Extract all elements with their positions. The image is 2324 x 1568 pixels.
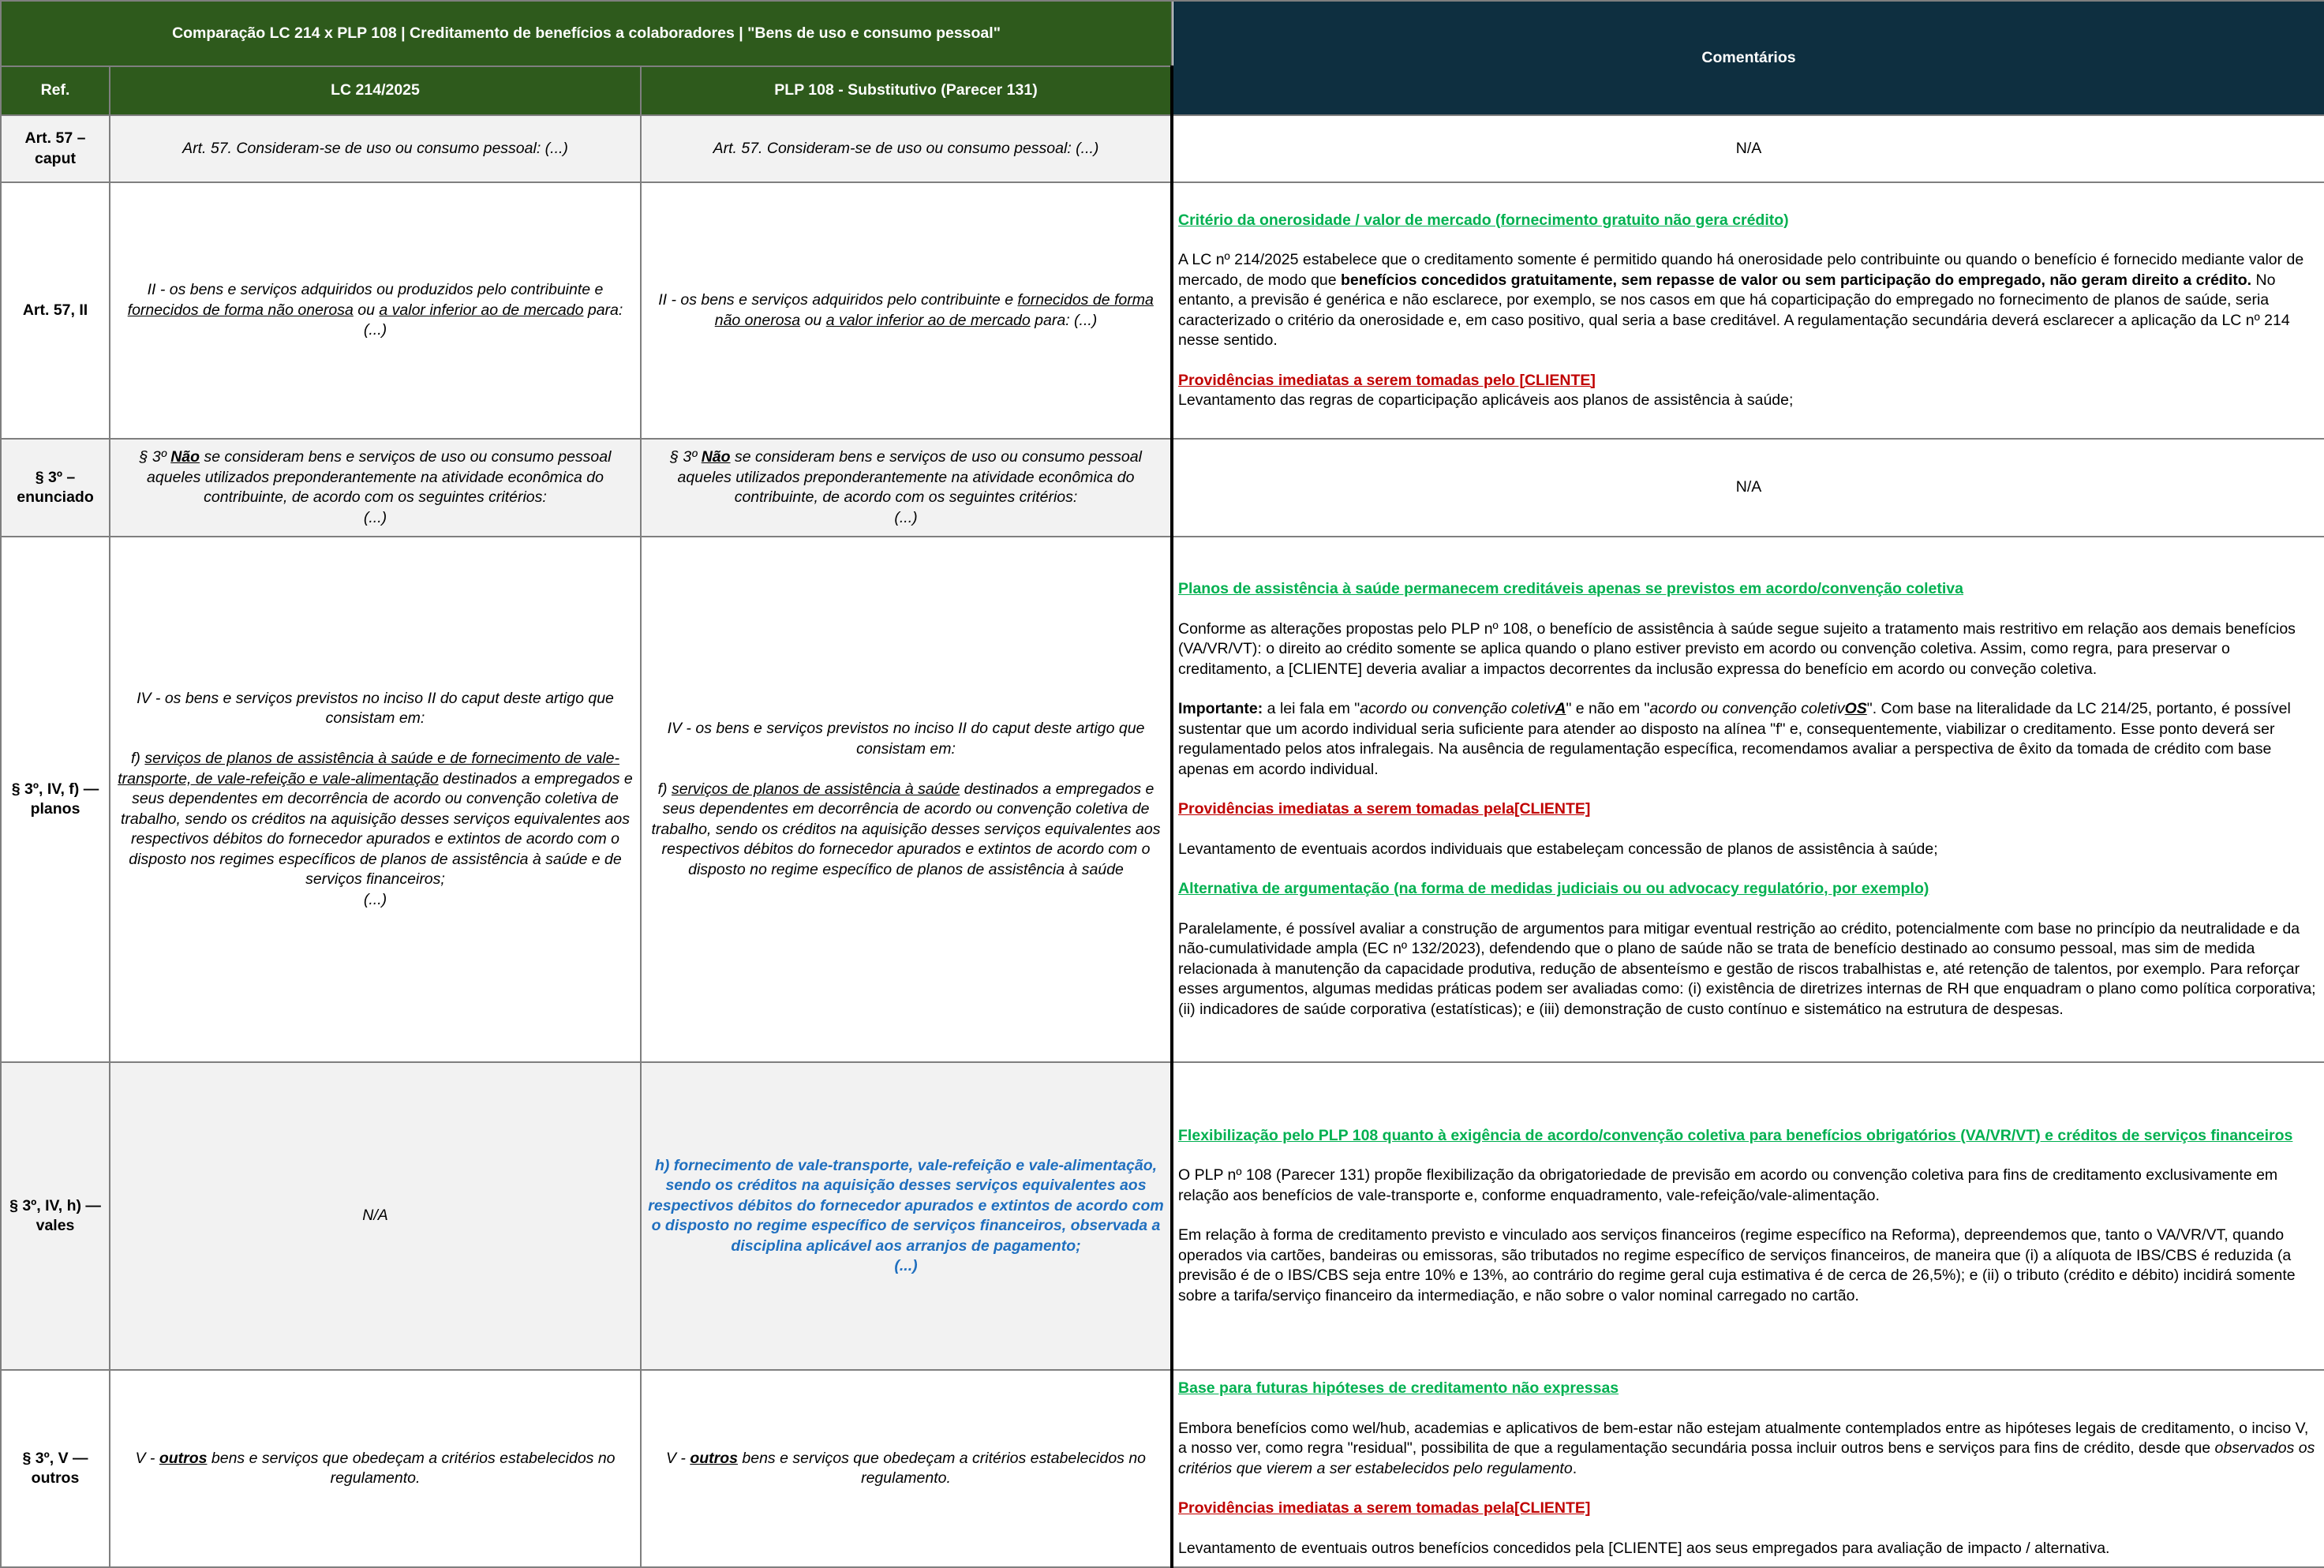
table-row — [1, 1370, 2324, 1567]
comment-paragraph: Conforme as alterações propostas pelo PLP nº 108, o benefício de assistência à saúde segue sujeito a tratamento mais restritivo em relação aos demais benefícios (VA/VR/VT): o direito ao crédito somente se aplica quando o plano estiver previsto em acordo ou convenção coletiva. Assim, como regra, para preservar o creditamento, a [CLIENTE] deveria avaliar a impactos decorrentes da inclusão expressa do benefício em acordo ou conveção coletiva. — [1178, 619, 2296, 678]
row-ref: Art. 57, II — [1, 182, 110, 439]
header-row-1 — [1, 1, 2324, 66]
row-ref: Art. 57 – caput — [1, 115, 110, 182]
table-row — [1, 115, 2324, 182]
row-ref: § 3º, IV, f) — planos — [1, 537, 110, 1062]
plp-text: II - os bens e serviços adquiridos pelo contribuinte e fornecidos de forma não onerosa ou a valor inferior ao de mercado para: (...) — [641, 182, 1172, 439]
comment-cell — [1172, 1062, 2324, 1370]
table-row — [1, 1062, 2324, 1370]
comments-header: Comentários — [1172, 1, 2324, 115]
plp-text: Art. 57. Consideram-se de uso ou consumo pessoal: (...) — [641, 115, 1172, 182]
comment-cell — [1172, 182, 2324, 439]
comment-cell — [1172, 537, 2324, 1062]
alternative-text: Paralelamente, é possível avaliar a construção de argumentos para mitigar eventual restrição ao crédito, potencialmente com base no princípio da neutralidade e da não-cumulatividade ampla (EC nº 132/2023), defendendo que o plano de saúde não se trata de benefício destinado ao consumo pessoal, mas sim de medida relacionada à manutenção da capacidade produtiva, redução de absenteísmo e gestão de riscos trabalhistas e, até retenção de talentos, por exemplo. Para reforçar esses argumentos, algumas medidas práticas podem ser avaliadas como: (i) existência de diretrizes internas de RH que enquadram o plano como política corporativa; (ii) indicadores de saúde corporativa (estatísticas); e (iii) demonstração de custo contínuo e sistemático na estrutura de despesas. — [1178, 919, 2316, 1018]
col-header-lc: LC 214/2025 — [110, 66, 641, 115]
action-text: Levantamento das regras de coparticipação aplicáveis aos planos de assistência à saúde; — [1178, 391, 1794, 409]
plp-text: § 3º Não se consideram bens e serviços de uso ou consumo pessoal aqueles utilizados preponderantemente na atividade econômica do contribuinte, de acordo com os seguintes critérios: (...) — [641, 439, 1172, 537]
col-header-plp: PLP 108 - Substitutivo (Parecer 131) — [641, 66, 1172, 115]
table-row — [1, 537, 2324, 1062]
comment-paragraph: Embora benefícios como wel/hub, academias e aplicativos de bem-estar não estejam atualmente contemplados entre as hipóteses legais de creditamento, o inciso V, a nosso ver, como regra "residual", possibilita de que a regulamentação secundária possa incluir outros bens e serviços para fins de crédito, desde que observados os critérios que vierem a ser estabelecidos pelo regulamento. — [1178, 1419, 2315, 1477]
plp-text: h) fornecimento de vale-transporte, vale-refeição e vale-alimentação, sendo os créditos na aquisição desses serviços equivalentes aos respectivos débitos do fornecedor apurados e extintos de acordo com o disposto no regime específico de serviços financeiros, observada a disciplina aplicável aos arranjos de pagamento; (...) — [641, 1062, 1172, 1370]
comment-heading: Critério da onerosidade / valor de mercado (fornecimento gratuito não gera crédito) — [1178, 211, 1789, 229]
lc-text: II - os bens e serviços adquiridos ou produzidos pelo contribuinte e fornecidos de forma não onerosa ou a valor inferior ao de mercado para: (...) — [110, 182, 641, 439]
comment-cell — [1172, 1370, 2324, 1567]
row-ref: § 3º, V — outros — [1, 1370, 110, 1567]
comment-paragraph: A LC nº 214/2025 estabelece que o creditamento somente é permitido quando há onerosidade pelo contribuinte ou quando o benefício é fornecido mediante valor de mercado, de modo que benefícios concedidos gratuitamente, sem repasse de valor ou sem participação do empregado, não geram direito a crédito. No entanto, a previsão é genérica e não esclarece, por exemplo, se nos casos em que há coparticipação do empregado no fornecimento de planos de saúde, seria caracterizado o critério da onerosidade e, em caso positivo, qual seria a base creditável. A regulamentação secundária deverá esclarecer a aplicação da LC nº 214 nesse sentido. — [1178, 251, 2304, 349]
col-header-ref: Ref. — [1, 66, 110, 115]
comment-paragraph: O PLP nº 108 (Parecer 131) propõe flexibilização da obrigatoriedade de previsão em acordo ou convenção coletiva para fins de creditamento exclusivamente em relação aos benefícios de vale-transporte e, conforme enquadramento, vale-refeição/vale-alimentação. — [1178, 1166, 2278, 1204]
lc-text: N/A — [110, 1062, 641, 1370]
action-heading: Providências imediatas a serem tomadas pela[CLIENTE] — [1178, 1499, 1591, 1517]
table-row — [1, 439, 2324, 537]
action-text: Levantamento de eventuais acordos individuais que estabeleçam concessão de planos de assistência à saúde; — [1178, 840, 1938, 858]
row-ref: § 3º, IV, h) — vales — [1, 1062, 110, 1370]
lc-text: Art. 57. Consideram-se de uso ou consumo pessoal: (...) — [110, 115, 641, 182]
plp-text: IV - os bens e serviços previstos no inciso II do caput deste artigo que consistam em: f) serviços de planos de assistência à saúde destinados a empregados e seus dependentes em decorrência de acordo ou convenção coletiva de trabalho, sendo os créditos na aquisição desses serviços equivalentes aos respectivos débitos do fornecedor apurados e extintos de acordo com o disposto no regime específico de planos de assistência à saúde — [641, 537, 1172, 1062]
comment-cell: N/A — [1172, 439, 2324, 537]
comment-important: Importante: a lei fala em "acordo ou convenção coletivA" e não em "acordo ou convenção coletivOS". Com base na literalidade da LC 214/25, portanto, é possível sustentar que um acordo individual seria suficiente para atender ao disposto na alínea "f" e, consequentemente, viabilizar o creditamento. Esse ponto deverá ser regulamentado pelos atos infralegais. Na ausência de regulamentação específica, recomendamos avaliar a perspectiva de êxito da tomada de crédito com base apenas em acordo individual. — [1178, 700, 2291, 778]
action-heading: Providências imediatas a serem tomadas pela[CLIENTE] — [1178, 800, 1591, 818]
comment-heading: Planos de assistência à saúde permanecem creditáveis apenas se previstos em acordo/convenção coletiva — [1178, 580, 1963, 597]
comment-heading: Flexibilização pelo PLP 108 quanto à exigência de acordo/convenção coletiva para benefícios obrigatórios (VA/VR/VT) e créditos de serviços financeiros — [1178, 1126, 2293, 1144]
lc-text: § 3º Não se consideram bens e serviços de uso ou consumo pessoal aqueles utilizados preponderantemente na atividade econômica do contribuinte, de acordo com os seguintes critérios: (...) — [110, 439, 641, 537]
lc-text: IV - os bens e serviços previstos no inciso II do caput deste artigo que consistam em: f) serviços de planos de assistência à saúde e de fornecimento de vale-transporte, de vale-refeição e vale-alimentação destinados a empregados e seus dependentes em decorrência de acordo ou convenção coletiva de trabalho, sendo os créditos na aquisição desses serviços equivalentes aos respectivos débitos do fornecedor apurados e extintos de acordo com o disposto nos regimes específicos de planos de assistência à saúde e de serviços financeiros; (...) — [110, 537, 641, 1062]
action-text: Levantamento de eventuais outros benefícios concedidos pela [CLIENTE] aos seus empregados para avaliação de impacto / alternativa. — [1178, 1539, 2110, 1557]
row-ref: § 3º – enunciado — [1, 439, 110, 537]
plp-text: V - outros bens e serviços que obedeçam a critérios estabelecidos no regulamento. — [641, 1370, 1172, 1567]
alternative-heading: Alternativa de argumentação (na forma de medidas judiciais ou ou advocacy regulatório, por exemplo) — [1178, 880, 1929, 897]
action-heading: Providências imediatas a serem tomadas pelo [CLIENTE] — [1178, 371, 1596, 389]
table-row — [1, 182, 2324, 439]
comment-paragraph: Em relação à forma de creditamento previsto e vinculado aos serviços financeiros (regime específico na Reforma), depreendemos que, tanto o VA/VR/VT, quando operados via cartões, bandeiras ou emissoras, são tributados no regime específico de serviços financeiros, de maneira que (i) a alíquota de IBS/CBS é reduzida (a previsão é de o IBS/CBS seja entre 10% e 13%, ao contrário do regime geral cuja estimativa é de cerca de 26,5%); e (ii) o tributo (crédito e débito) incidirá somente sobre a tarifa/serviço financeiro da intermediação, e não sobre o valor nominal carregado no cartão. — [1178, 1226, 2296, 1304]
comment-cell: N/A — [1172, 115, 2324, 182]
comment-heading: Base para futuras hipóteses de creditamento não expressas — [1178, 1379, 1619, 1397]
group-title: Comparação LC 214 x PLP 108 | Creditamento de benefícios a colaboradores | "Bens de uso e consumo pessoal" — [1, 1, 1172, 66]
lc-text: V - outros bens e serviços que obedeçam a critérios estabelecidos no regulamento. — [110, 1370, 641, 1567]
